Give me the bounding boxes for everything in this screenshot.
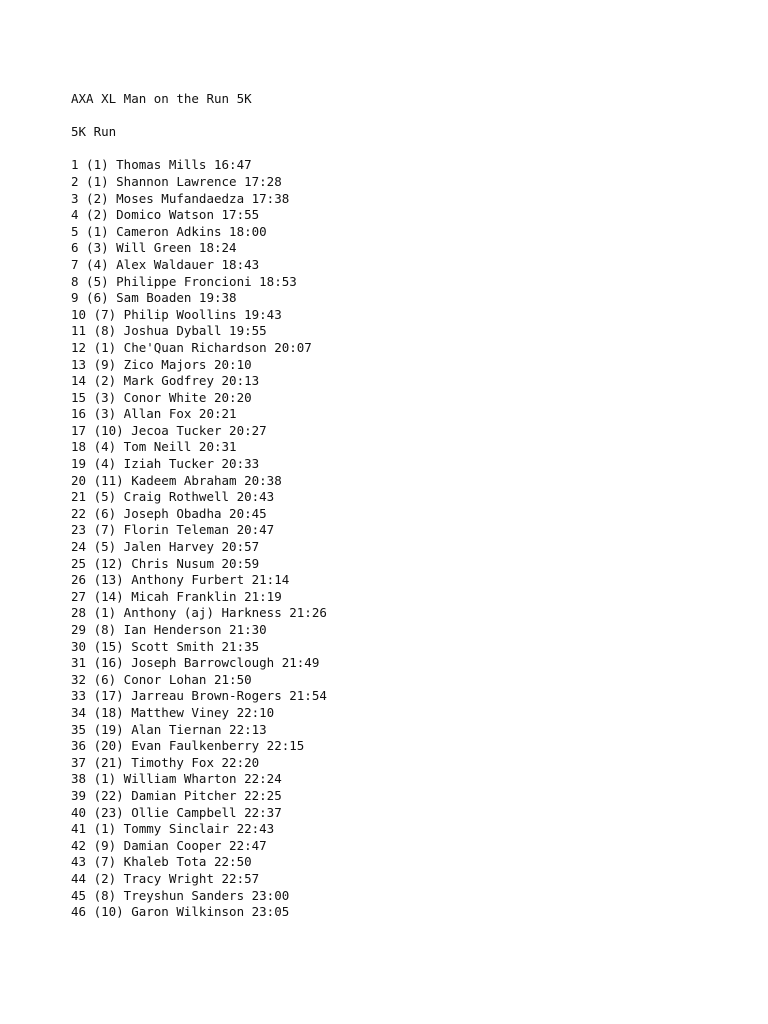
result-line: 36 (20) Evan Faulkenberry 22:15 [71, 738, 305, 754]
result-line: 33 (17) Jarreau Brown-Rogers 21:54 [71, 688, 327, 704]
result-line: 9 (6) Sam Boaden 19:38 [71, 290, 237, 306]
result-line: 27 (14) Micah Franklin 21:19 [71, 588, 282, 604]
result-line: 5 (1) Cameron Adkins 18:00 [71, 223, 267, 239]
results-list [71, 157, 751, 920]
result-line: 42 (9) Damian Cooper 22:47 [71, 837, 267, 853]
result-line: 1 (1) Thomas Mills 16:47 [71, 157, 252, 173]
result-line: 38 (1) William Wharton 22:24 [71, 771, 282, 787]
result-line: 28 (1) Anthony (aj) Harkness 21:26 [71, 605, 327, 621]
result-line: 14 (2) Mark Godfrey 20:13 [71, 373, 260, 389]
result-line: 7 (4) Alex Waldauer 18:43 [71, 256, 260, 272]
result-line: 31 (16) Joseph Barrowclough 21:49 [71, 655, 320, 671]
result-line: 19 (4) Iziah Tucker 20:33 [71, 456, 260, 472]
result-line: 32 (6) Conor Lohan 21:50 [71, 671, 252, 687]
result-line: 21 (5) Craig Rothwell 20:43 [71, 489, 275, 505]
result-line: 44 (2) Tracy Wright 22:57 [71, 870, 260, 886]
result-line: 12 (1) Che'Quan Richardson 20:07 [71, 339, 312, 355]
result-line: 8 (5) Philippe Froncioni 18:53 [71, 273, 297, 289]
result-line: 18 (4) Tom Neill 20:31 [71, 439, 237, 455]
result-line: 45 (8) Treyshun Sanders 23:00 [71, 887, 290, 903]
result-line: 20 (11) Kadeem Abraham 20:38 [71, 472, 282, 488]
result-line: 11 (8) Joshua Dyball 19:55 [71, 323, 267, 339]
result-line: 30 (15) Scott Smith 21:35 [71, 638, 260, 654]
result-line: 43 (7) Khaleb Tota 22:50 [71, 854, 252, 870]
result-line: 23 (7) Florin Teleman 20:47 [71, 522, 275, 538]
result-line: 15 (3) Conor White 20:20 [71, 389, 252, 405]
result-line: 13 (9) Zico Majors 20:10 [71, 356, 252, 372]
result-line: 10 (7) Philip Woollins 19:43 [71, 306, 282, 322]
result-line: 2 (1) Shannon Lawrence 17:28 [71, 173, 282, 189]
section-title: 5K Run [71, 124, 117, 140]
result-line: 3 (2) Moses Mufandaedza 17:38 [71, 190, 290, 206]
result-line: 6 (3) Will Green 18:24 [71, 240, 237, 256]
result-line: 41 (1) Tommy Sinclair 22:43 [71, 821, 275, 837]
result-line: 34 (18) Matthew Viney 22:10 [71, 704, 275, 720]
result-line: 25 (12) Chris Nusum 20:59 [71, 555, 260, 571]
result-line: 35 (19) Alan Tiernan 22:13 [71, 721, 267, 737]
result-line: 16 (3) Allan Fox 20:21 [71, 406, 237, 422]
result-line: 4 (2) Domico Watson 17:55 [71, 207, 260, 223]
result-line: 40 (23) Ollie Campbell 22:37 [71, 804, 282, 820]
document-page [71, 91, 751, 921]
result-line: 39 (22) Damian Pitcher 22:25 [71, 787, 282, 803]
result-line: 37 (21) Timothy Fox 22:20 [71, 754, 260, 770]
result-line: 22 (6) Joseph Obadha 20:45 [71, 505, 267, 521]
result-line: 26 (13) Anthony Furbert 21:14 [71, 572, 290, 588]
result-line: 17 (10) Jecoa Tucker 20:27 [71, 422, 267, 438]
result-line: 29 (8) Ian Henderson 21:30 [71, 622, 267, 637]
result-line: 24 (5) Jalen Harvey 20:57 [71, 539, 260, 555]
document-title: AXA XL Man on the Run 5K [71, 91, 252, 106]
result-line: 46 (10) Garon Wilkinson 23:05 [71, 904, 290, 920]
